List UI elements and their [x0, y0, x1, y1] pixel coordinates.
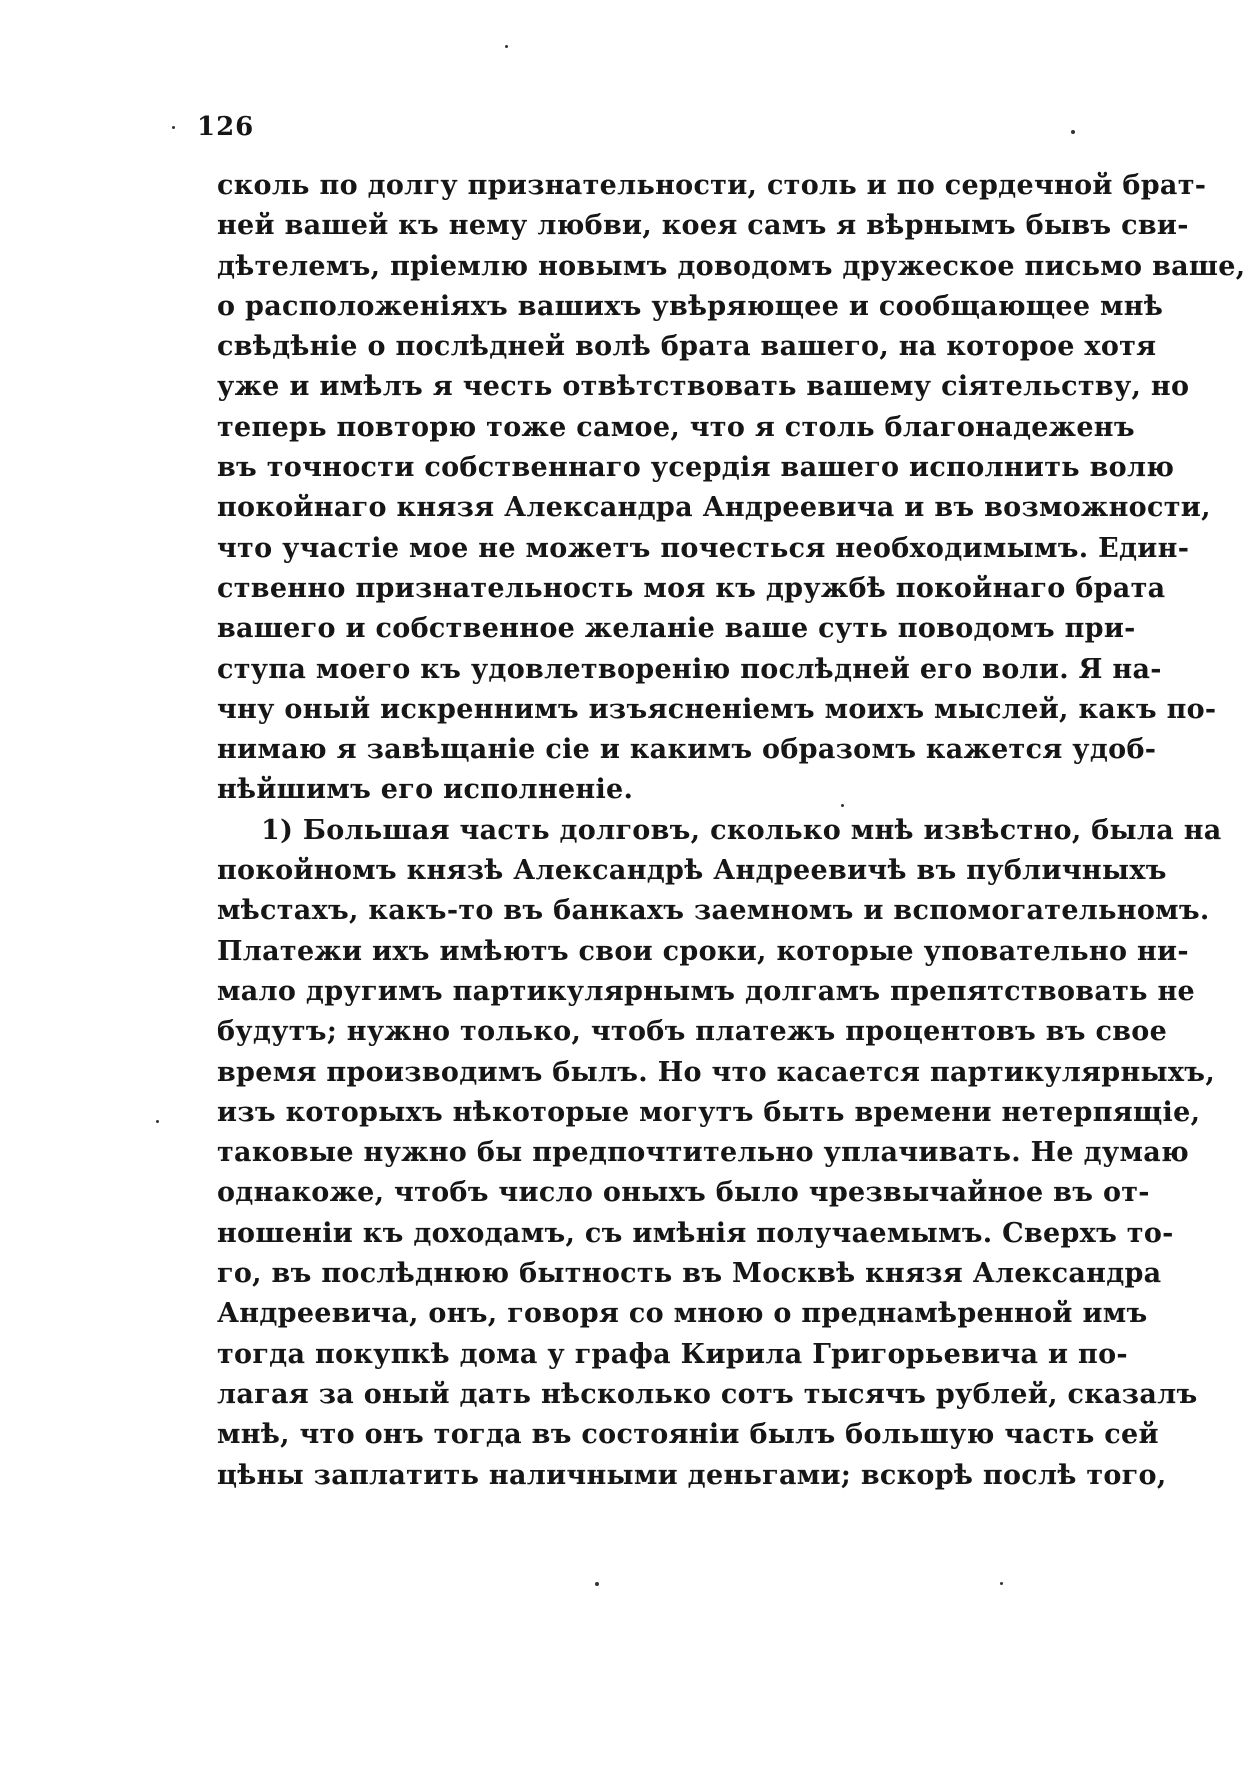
text-line: 1) Большая часть долговъ, сколько мнѣ извѣстно, была на	[261, 814, 1222, 846]
text-line: изъ которыхъ нѣкоторые могутъ быть времени нетерпящіе,	[217, 1096, 1201, 1128]
text-block	[217, 166, 1245, 1496]
text-line: мнѣ, что онъ тогда въ состояніи былъ большую часть сей	[217, 1419, 1159, 1451]
scan-speck	[172, 126, 175, 129]
text-line: Андреевича, онъ, говоря со мною о преднамѣренной имъ	[217, 1298, 1148, 1330]
text-line: покойнаго князя Александра Андреевича и въ возможности,	[217, 492, 1211, 524]
text-line: таковые нужно бы предпочтительно уплачивать. Не думаю	[217, 1137, 1190, 1169]
scan-speck	[505, 45, 508, 48]
scan-speck	[1071, 130, 1075, 134]
text-line: цѣны заплатить наличными деньгами; вскорѣ послѣ того,	[217, 1459, 1167, 1491]
text-line: ственно признательность моя къ дружбѣ покойнаго брата	[217, 572, 1166, 604]
text-line: сколь по долгу признательности, столь и по сердечной брат-	[217, 170, 1207, 201]
text-line: чну оный искреннимъ изъясненіемъ моихъ мыслей, какъ по-	[217, 693, 1217, 725]
text-line: ношеніи къ доходамъ, съ имѣнія получаемымъ. Сверхъ то-	[217, 1217, 1174, 1249]
text-line: покойномъ князѣ Александрѣ Андреевичѣ въ публичныхъ	[217, 855, 1167, 887]
text-line: ней вашей къ нему любви, коея самъ я вѣрнымъ бывъ сви-	[217, 210, 1189, 242]
scan-speck	[841, 804, 844, 807]
text-line: въ точности собственнаго усердія вашего исполнить волю	[217, 452, 1175, 484]
text-line: о расположеніяхъ вашихъ увѣряющее и сообщающее мнѣ	[217, 290, 1164, 322]
text-line: время производимъ былъ. Но что касается партикулярныхъ,	[217, 1056, 1216, 1088]
text-line: мало другимъ партикулярнымъ долгамъ препятствовать не	[217, 975, 1196, 1007]
text-line: Платежи ихъ имѣютъ свои сроки, которые уповательно ни-	[217, 935, 1189, 967]
text-line: будутъ; нужно только, чтобъ платежъ процентовъ въ свое	[217, 1016, 1168, 1048]
text-line: нимаю я завѣщаніе сіе и какимъ образомъ кажется удоб-	[217, 734, 1157, 766]
text-line: го, въ послѣднюю бытность въ Москвѣ князя Александра	[217, 1258, 1162, 1290]
text-line: нѣйшимъ его исполненіе.	[217, 774, 634, 806]
text-line: что участіе мое не можетъ почесться необходимымъ. Един-	[217, 532, 1190, 564]
text-line: ступа моего къ удовлетворенію послѣдней его воли. Я на-	[217, 653, 1162, 685]
page-number: 126	[197, 112, 255, 142]
text-line: вашего и собственное желаніе ваше суть поводомъ при-	[217, 613, 1136, 645]
text-line: свѣдѣніе о послѣдней волѣ брата вашего, на которое хотя	[217, 331, 1157, 363]
scan-speck	[156, 1120, 159, 1123]
scan-speck	[595, 1582, 599, 1586]
text-line: лагая за оный дать нѣсколько сотъ тысячъ рублей, сказалъ	[217, 1378, 1198, 1410]
text-line: мѣстахъ, какъ-то въ банкахъ заемномъ и вспомогательномъ.	[217, 895, 1210, 927]
text-line: однакоже, чтобъ число оныхъ было чрезвычайное въ от-	[217, 1177, 1150, 1209]
text-line: дѣтелемъ, пріемлю новымъ доводомъ дружеское письмо ваше,	[217, 250, 1245, 282]
text-line: теперь повторю тоже самое, что я столь благонадеженъ	[217, 411, 1135, 443]
text-line: уже и имѣлъ я честь отвѣтствовать вашему сіятельству, но	[217, 371, 1190, 403]
text-line: тогда покупкѣ дома у графа Кирила Григорьевича и по-	[217, 1338, 1128, 1370]
scan-speck	[1000, 1582, 1003, 1585]
